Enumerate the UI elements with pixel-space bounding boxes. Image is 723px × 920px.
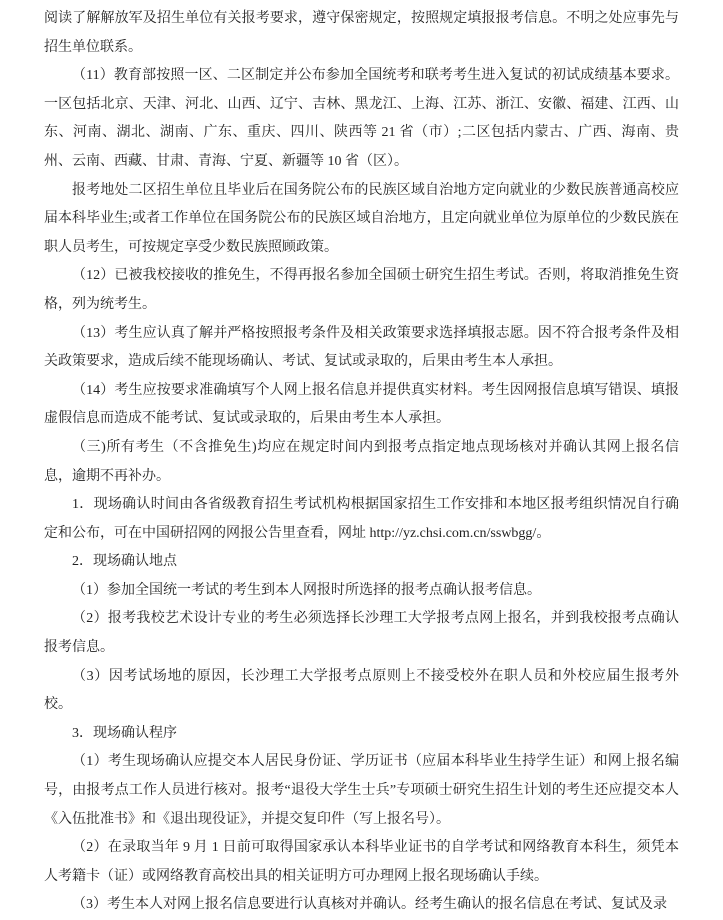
paragraph-procedure-item-3: （3）考生本人对网上报名信息要进行认真核对并确认。经考生确认的报名信息在考试、复试及录 [72,897,667,913]
paragraph-confirm-place-title: 2．现场确认地点 [72,554,177,570]
paragraph-item-13: （13）考生应认真了解并严格按照报考条件及相关政策要求选择填报志愿。因不符合报考条件及相关政策要求，造成后续不能现场确认、考试、复试或录取的，后果由考生本人承担。 [44,325,679,370]
paragraph-section-3: （三)所有考生（不含推免生)均应在规定时间内到报考点指定地点现场核对并确认其网上报名信息，逾期不再补办。 [44,439,679,484]
paragraph-place-item-1: （1）参加全国统一考试的考生到本人网报时所选择的报考点确认报考信息。 [72,582,541,598]
paragraph-item-12: （12）已被我校接收的推免生，不得再报名参加全国硕士研究生招生考试。否则，将取消推免生资格，列为统考生。 [44,268,679,312]
paragraph-place-item-2: （2）报考我校艺术设计专业的考生必须选择长沙理工大学报考点网上报名，并到我校报考点确认报考信息。 [44,611,679,656]
paragraph-place-item-3: （3）因考试场地的原因，长沙理工大学报考点原则上不接受校外在职人员和外校应届生报考外校。 [44,668,679,713]
paragraph-confirm-time: 1．现场确认时间由各省级教育招生考试机构根据国家招生工作安排和本地区报考组织情况自行确定和公布，可在中国研招网的网报公告里查看，网址 http://yz.chsi.com.cn/sswbgg/。 [44,497,679,541]
paragraph-procedure-item-1: （1）考生现场确认应提交本人居民身份证、学历证书（应届本科毕业生持学生证）和网上报名编号，由报考点工作人员进行核对。报考“退役大学生士兵”专项硕士研究生招生计划的考生还应提交本人《入伍批准书》和《退出现役证》，并提交复印件（写上报名号）。 [44,754,679,827]
paragraph-item-11: （11）教育部按照一区、二区制定并公布参加全国统考和联考考生进入复试的初试成绩基本要求。一区包括北京、天津、河北、山西、辽宁、吉林、黑龙江、上海、江苏、浙江、安徽、福建、江西、山东、河南、湖北、湖南、广东、重庆、四川、陕西等 21 省（市）;二区包括内蒙古、广西、海南、贵州、云南、西藏、甘肃、青海、宁夏、新疆等 10 省（区）。 [44,68,679,169]
paragraph-minority-policy: 报考地处二区招生单位且毕业后在国务院公布的民族区域自治地方定向就业的少数民族普通高校应届本科毕业生;或者工作单位在国务院公布的民族区域自治地方，且定向就业单位为原单位的少数民族在职人员考生，可按规定享受少数民族照顾政策。 [44,182,679,255]
paragraph-continuation: 阅读了解解放军及招生单位有关报考要求，遵守保密规定，按照规定填报报考信息。不明之处应事先与招生单位联系。 [44,11,679,55]
paragraph-procedure-title: 3．现场确认程序 [72,725,177,741]
paragraph-procedure-item-2: （2）在录取当年 9 月 1 日前可取得国家承认本科毕业证书的自学考试和网络教育本科生，须凭本人考籍卡（证）或网络教育高校出具的相关证明方可办理网上报名现场确认手续。 [44,840,679,884]
paragraph-item-14: （14）考生应按要求准确填写个人网上报名信息并提供真实材料。考生因网报信息填写错误、填报虚假信息而造成不能考试、复试或录取的，后果由考生本人承担。 [44,382,679,427]
